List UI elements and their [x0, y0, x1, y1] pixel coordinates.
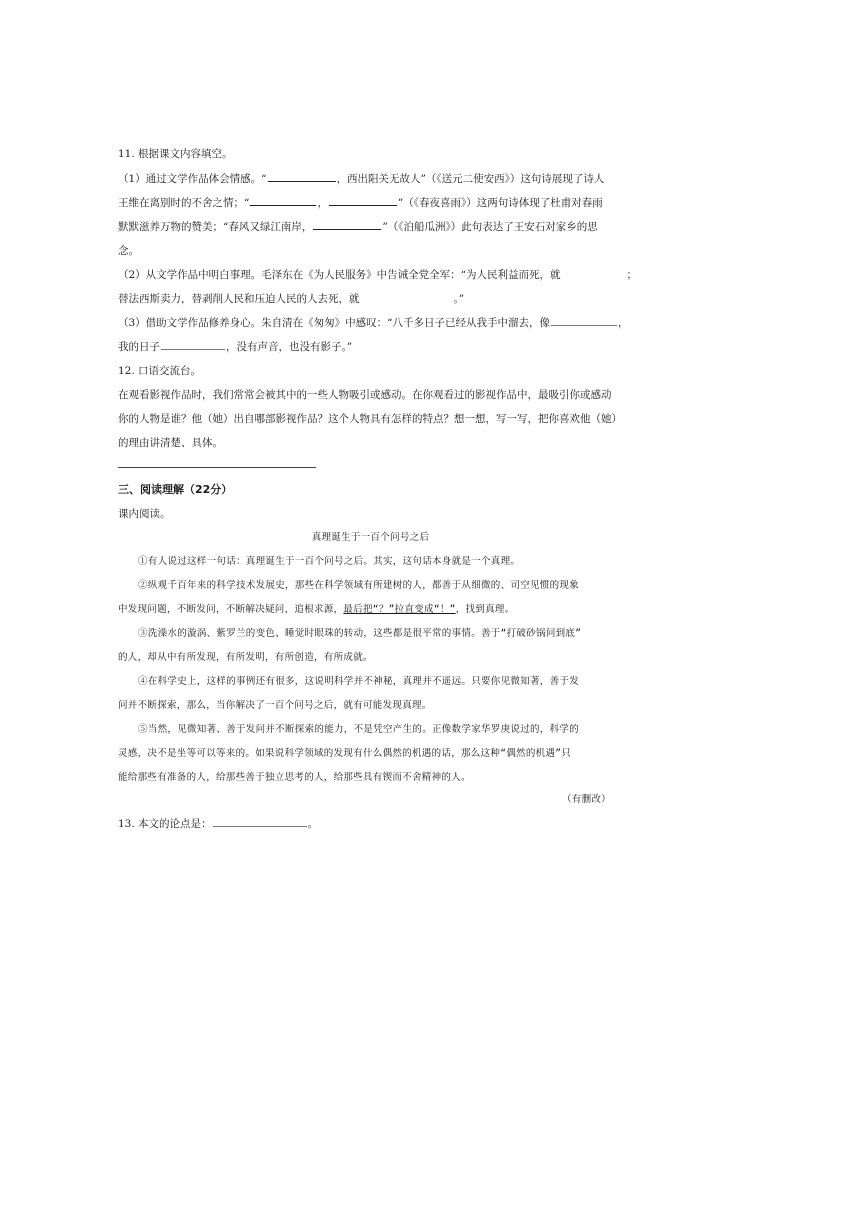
section-heading: 三、阅读理解（22分）	[118, 483, 233, 496]
passage-para-4-line2: 问并不断探索，那么，当你解决了一百个问号之后，就有可能发现真理。	[118, 700, 432, 711]
q11-part2-line2: 替法西斯卖力，替剥削人民和压迫人民的人去死，就 。”	[118, 293, 465, 305]
answer-blank[interactable]	[161, 339, 225, 350]
passage-para-1: ①有人说过这样一句话：真理诞生于一百个问号之后。其实，这句话本身就是一个真理。	[138, 556, 521, 567]
passage-para-3-line1: ③洗澡水的漩涡、紫罗兰的变色、睡觉时眼珠的转动，这些都是很平常的事情。善于“打破砂锅问到底”	[138, 628, 582, 639]
passage-source: （有删改）	[561, 794, 611, 805]
q12-line3: 的理由讲清楚、具体。	[118, 437, 223, 449]
q11-part1-line1: （1）通过文学作品体会情感。“ ，西出阳关无故人”（《送元二使安西》）这句诗展现了诗人	[118, 173, 605, 185]
passage-para-5-line2: 灵感，决不是坐等可以等来的。如果说科学领域的发现有什么偶然的机遇的话，那么这种“偶然的机遇”只	[118, 748, 572, 759]
q11-part2-line1: （2）从文学作品中明白事理。毛泽东在《为人民服务》中告诫全党全军：“为人民利益而死，就 ；	[118, 269, 638, 281]
passage-para-3-line2: 的人，却从中有所发现，有所发明，有所创造，有所成就。	[118, 652, 373, 663]
answer-blank[interactable]	[213, 816, 307, 827]
q12-line2: 你的人物是谁？他（她）出自哪部影视作品？这个人物具有怎样的特点？想一想，写一写，把你喜欢他（她）	[118, 413, 622, 425]
passage-para-5-line1: ⑤当然，见微知著、善于发问并不断探索的能力，不是凭空产生的。正像数学家华罗庚说过的，科学的	[138, 724, 580, 735]
answer-blank[interactable]	[268, 171, 336, 182]
q11-part1-line3: 默默滋养万物的赞美；“春风又绿江南岸， ”（《泊船瓜洲》）此句表达了王安石对家乡的思	[118, 221, 598, 233]
q11-part1-line2: 王维在离别时的不舍之情；“ ， ”（《春夜喜雨》）这两句诗体现了杜甫对春雨	[118, 197, 603, 209]
answer-blank[interactable]	[313, 219, 381, 230]
passage-para-2-line2: 中发现问题，不断发问，不断解决疑问，追根求源，最后把“？”拉直变成“！”，找到真理。	[118, 604, 515, 615]
q12-line1: 在观看影视作品时，我们常常会被其中的一些人物吸引或感动。在你观看过的影视作品中，最吸引你或感动	[118, 389, 612, 401]
q13-line: 13. 本文的论点是： 。	[118, 818, 319, 830]
passage-para-2-line1: ②纵观千百年来的科学技术发展史，那些在科学领域有所建树的人，都善于从细微的、司空见惯的现象	[138, 580, 580, 591]
q12-title: 12. 口语交流台。	[118, 365, 202, 377]
answer-blank[interactable]	[329, 195, 397, 206]
answer-blank[interactable]	[361, 291, 453, 302]
section-subheading: 课内阅读。	[118, 508, 171, 520]
underlined-sentence: 最后把“？”拉直变成“！”	[343, 604, 456, 615]
answer-blank[interactable]	[551, 315, 617, 326]
q11-part1-line4: 念。	[118, 245, 139, 257]
q11-title: 11. 根据课文内容填空。	[118, 148, 233, 160]
passage-title: 真理诞生于一百个问号之后	[311, 532, 430, 543]
q11-part3-line2: 我的日子 ，没有声音，也没有影子。”	[118, 341, 353, 353]
passage-para-4-line1: ④在科学史上，这样的事例还有很多，这说明科学并不神秘，真理并不遥远。只要你见微知著，善于发	[138, 676, 580, 687]
answer-blank[interactable]	[250, 195, 316, 206]
answer-blank[interactable]	[562, 267, 626, 278]
q11-part3-line1: （3）借助文学作品修养身心。朱自清在《匆匆》中感叹：“八千多日子已经从我手中溜去，像 ，	[118, 317, 629, 329]
answer-line[interactable]	[118, 467, 316, 468]
passage-para-5-line3: 能给那些有准备的人，给那些善于独立思考的人，给那些具有锲而不舍精神的人。	[118, 772, 471, 783]
